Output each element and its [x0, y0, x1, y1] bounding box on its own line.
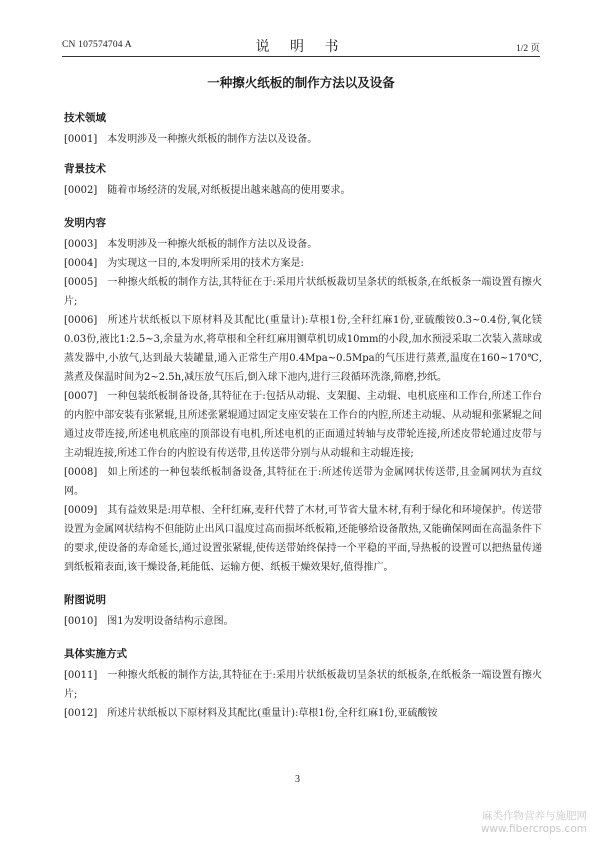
- paragraph-text: 所述片状纸板以下原材料及其配比(重量计):草根1份,全秆红麻1份,亚硫酸铵0.3~0.4份,氧化镁0.03份,液比1:2.5~3,余量为水,将草根和全秆红麻用铡草机切成10mm的小段,加水预浸采取二次装入蒸球或蒸发器中,小放气,达到最大装罐量,通入正常生产用0.4Mpa~0.5Mpa的气压进行蒸煮,温度在160~170℃,蒸煮及保温时间为2~2.5h,减压放气压后,倒入球下池内,进行三段循环洗涤,筛磨,抄纸。: [64, 315, 542, 383]
- paragraph-0002: [64, 181, 542, 200]
- paragraph-0003: [64, 235, 542, 254]
- paragraph-0008: [64, 463, 542, 501]
- paragraph-text: 本发明涉及一种擦火纸板的制作方法以及设备。: [107, 239, 318, 250]
- watermark-url: www.fibercrops.com: [480, 823, 587, 835]
- paragraph-text: 其有益效果是:用草根、全秆红麻,麦秆代替了木材,可节省大量木材,有利于绿化和环境保护。传送带设置为金属网状结构不但能防止出风口温度过高而损坏纸板箱,还能够给设备散热,又能确保网面在高温条件下的要求,使设备的寿命延长,通过设置张紧辊,使传送带始终保持一个平稳的平面,导热板的设置可以把热量传递到纸板箱表面,该干燥设备,耗能低、运输方便、纸板干燥效果好,值得推广。: [64, 505, 542, 573]
- paragraph-number: [0012]: [64, 708, 98, 719]
- patent-number: CN 107574704 A: [62, 40, 132, 50]
- paragraph-0010: [64, 612, 542, 631]
- paragraph-text: 本发明涉及一种擦火纸板的制作方法以及设备。: [107, 134, 318, 145]
- paragraph-text: 一种擦火纸板的制作方法,其特征在于:采用片状纸板裁切呈条状的纸板条,在纸板条一端设置有擦火片;: [64, 277, 542, 307]
- paragraph-number: [0005]: [64, 277, 98, 288]
- section-heading-summary: 发明内容: [64, 217, 106, 229]
- page-indicator: 1/2 页: [515, 44, 540, 54]
- document-body: [64, 110, 542, 723]
- site-watermark: [481, 810, 587, 836]
- paragraph-number: [0006]: [64, 315, 98, 326]
- section-heading-background: 背景技术: [64, 163, 106, 175]
- document-type-label: 说 明 书: [255, 39, 347, 55]
- paragraph-number: [0008]: [64, 467, 98, 478]
- paragraph-number: [0007]: [64, 391, 98, 402]
- section-heading-drawings: 附图说明: [64, 594, 106, 606]
- paragraph-number: [0004]: [64, 258, 98, 269]
- paragraph-number: [0011]: [64, 670, 98, 681]
- paragraph-0011: [64, 666, 542, 704]
- paragraph-number: [0009]: [64, 505, 98, 516]
- paragraph-0009: [64, 501, 542, 577]
- paragraph-number: [0002]: [64, 185, 98, 196]
- paragraph-text: 随着市场经济的发展,对纸板提出越来越高的使用要求。: [107, 185, 351, 196]
- page-number: 3: [295, 774, 300, 785]
- watermark-site-name: 麻类作物营养与施肥网: [482, 810, 587, 822]
- paragraph-0005: [64, 273, 542, 311]
- paragraph-number: [0003]: [64, 239, 98, 250]
- header-divider: [62, 56, 540, 57]
- paragraph-text: 图1为发明设备结构示意图。: [107, 616, 234, 627]
- paragraph-number: [0010]: [64, 616, 98, 627]
- paragraph-number: [0001]: [64, 134, 98, 145]
- paragraph-text: 一种擦火纸板的制作方法,其特征在于:采用片状纸板裁切呈条状的纸板条,在纸板条一端设置有擦火片;: [64, 670, 542, 700]
- paragraph-text: 如上所述的一种包装纸板制备设备,其特征在于:所述传送带为金属网状传送带,且金属网状为直纹网。: [64, 467, 542, 497]
- page-header: [62, 36, 540, 56]
- paragraph-0012: [64, 704, 542, 723]
- paragraph-text: 一种包装纸板制备设备,其特征在于:包括从动辊、支架腿、主动辊、电机底座和工作台,所述工作台的内腔中部安装有张紧辊,且所述张紧辊通过固定支座安装在工作台的内腔,所述主动辊、从动辊和张紧辊之间通过皮带连接,所述电机底座的顶部设有电机,所述电机的正面通过转轴与皮带轮连接,所述皮带轮通过皮带与主动辊连接,所述工作台的内腔设有传送带,且传送带分别与从动辊和主动辊连接;: [64, 391, 542, 459]
- paragraph-0006: [64, 311, 542, 387]
- paragraph-text: 为实现这一目的,本发明所采用的技术方案是:: [107, 258, 304, 269]
- section-heading-embodiment: 具体实施方式: [64, 648, 127, 660]
- paragraph-0001: [64, 130, 542, 149]
- section-heading-tech-field: 技术领域: [64, 112, 106, 124]
- paragraph-0004: [64, 254, 542, 273]
- document-title: 一种擦火纸板的制作方法以及设备: [207, 75, 395, 90]
- paragraph-0007: [64, 387, 542, 463]
- paragraph-text: 所述片状纸板以下原材料及其配比(重量计):草根1份,全秆红麻1份,亚硫酸铵: [107, 708, 438, 719]
